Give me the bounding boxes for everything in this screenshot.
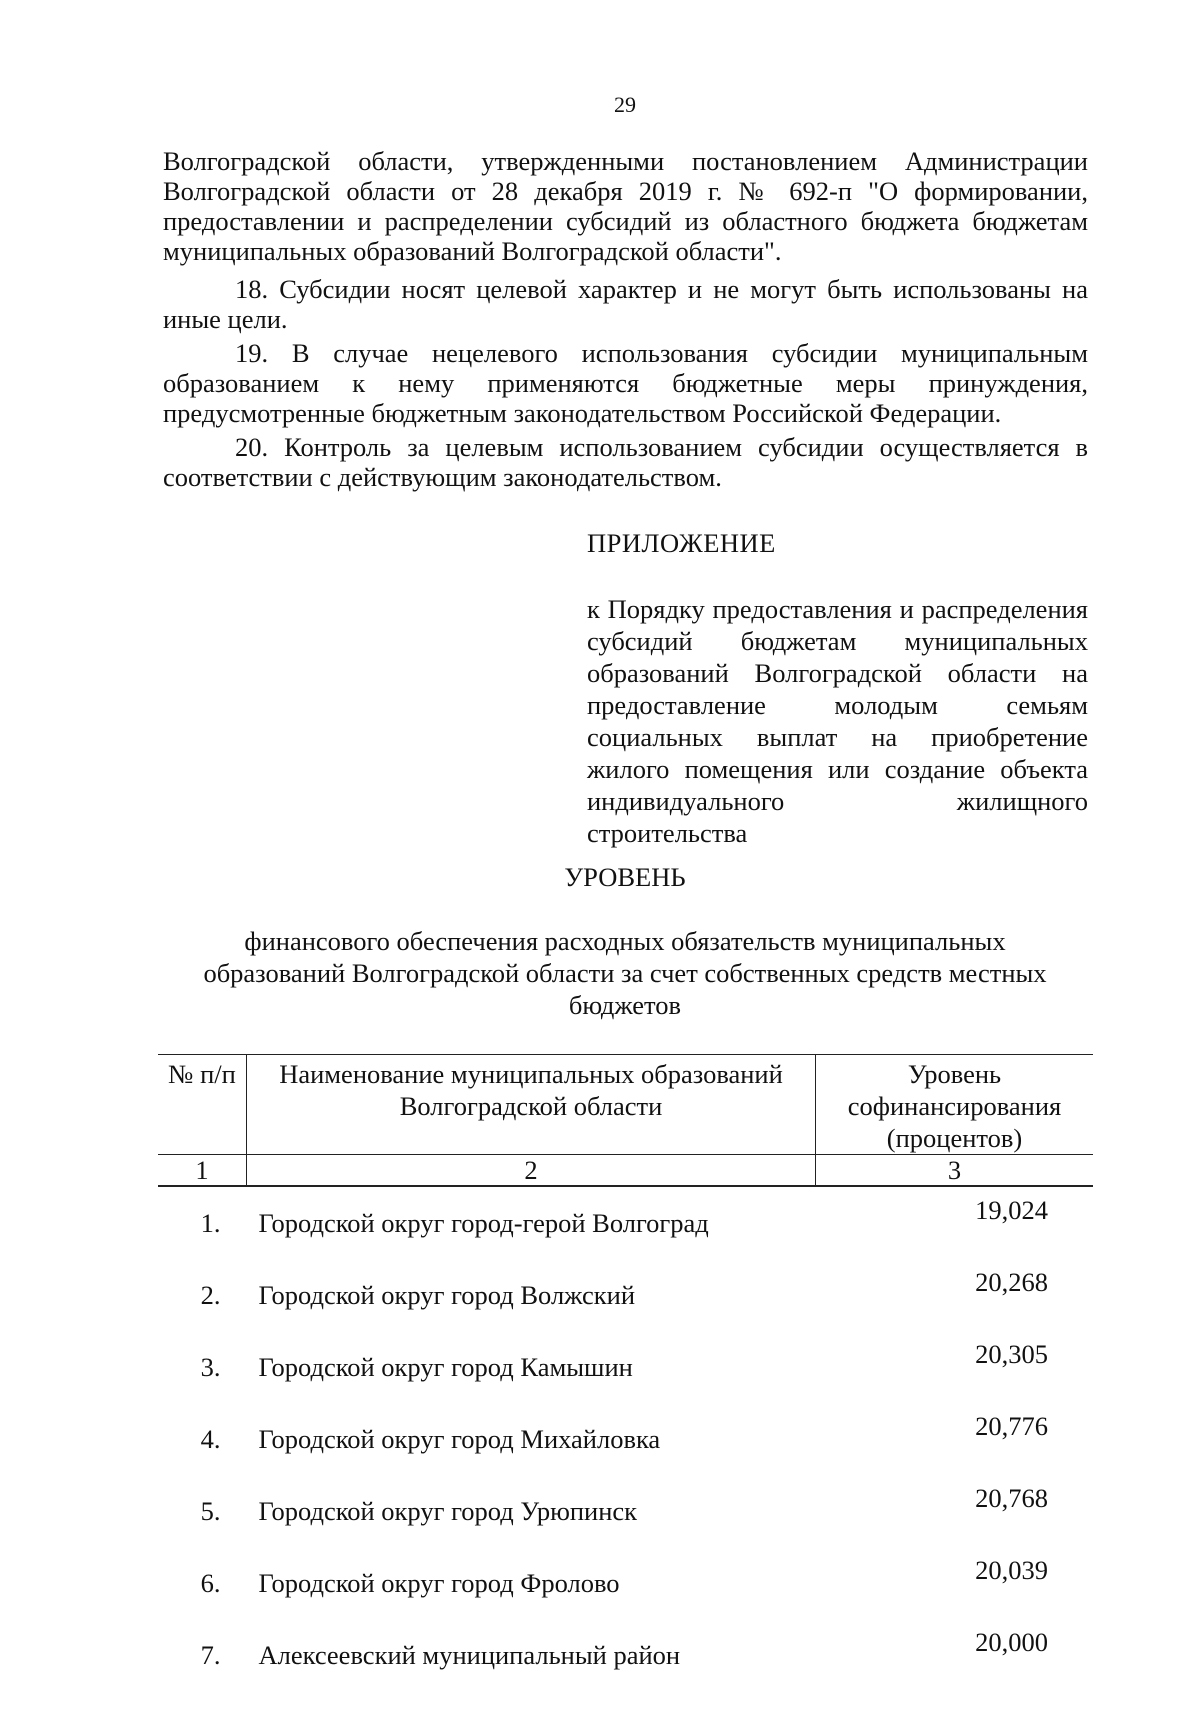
- row-value: 20,039: [975, 1555, 1048, 1585]
- row-municipality: Городской округ город Волжский: [258, 1279, 636, 1310]
- row-municipality: Городской округ город Фролово: [258, 1567, 620, 1598]
- table-row: [158, 1619, 1093, 1691]
- column-number-2: 2: [247, 1155, 816, 1187]
- row-municipality: Городской округ город Урюпинск: [258, 1495, 638, 1526]
- header-number: № п/п: [158, 1055, 247, 1155]
- row-municipality: Городской округ город-герой Волгоград: [258, 1207, 709, 1238]
- row-number: 5.: [200, 1495, 221, 1526]
- paragraph-19: 19. В случае нецелевого использования субсидии муниципальным образованием к нему применяются бюджетные меры принуждения, предусмотренные бюджетным законодательством Российской Федерации.: [163, 338, 1088, 428]
- table-header-row: [158, 1055, 1093, 1155]
- table-row: [158, 1331, 1093, 1403]
- row-municipality: Городской округ город Камышин: [258, 1351, 633, 1382]
- column-number-3: 3: [816, 1155, 1094, 1187]
- cofinancing-table: [158, 1054, 1093, 1691]
- page-number: 29: [614, 92, 636, 117]
- paragraph-continuation: Волгоградской области, утвержденными постановлением Администрации Волгоградской области от 28 декабря 2019 г. № 692-п "О формировании, предоставлении и распределении субсидий из областного бюджета бюджетам муниципальных образований Волгоградской области".: [163, 146, 1088, 266]
- row-municipality: Городской округ город Михайловка: [258, 1423, 661, 1454]
- row-value: 19,024: [975, 1195, 1048, 1225]
- row-value: 20,776: [975, 1411, 1048, 1441]
- level-subtitle: финансового обеспечения расходных обязательств муниципальных образований Волгоградской области за счет собственных средств местных бюджетов: [203, 926, 1047, 1020]
- appendix-reference: к Порядку предоставления и распределения субсидий бюджетам муниципальных образований Волгоградской области на предоставление молодым семьям социальных выплат на приобретение жилого помещения или создание объекта индивидуального жилищного строительства: [587, 594, 1088, 848]
- column-number-row: [158, 1155, 1093, 1187]
- paragraph-20: 20. Контроль за целевым использованием субсидии осуществляется в соответствии с действующим законодательством.: [163, 432, 1088, 492]
- level-title: УРОВЕНЬ: [564, 862, 686, 892]
- row-number: 7.: [200, 1639, 221, 1670]
- row-number: 6.: [200, 1567, 221, 1598]
- row-number: 2.: [200, 1279, 221, 1310]
- row-number: 4.: [200, 1423, 221, 1454]
- header-cofinancing-level: Уровень софинансирования (процентов): [816, 1055, 1094, 1155]
- table-row: [158, 1547, 1093, 1619]
- header-municipality: Наименование муниципальных образований Волгоградской области: [247, 1055, 816, 1155]
- table-row: [158, 1259, 1093, 1331]
- row-municipality: Алексеевский муниципальный район: [258, 1639, 681, 1670]
- column-number-1: 1: [158, 1155, 247, 1187]
- appendix-title: ПРИЛОЖЕНИЕ: [587, 528, 776, 558]
- table-row: [158, 1186, 1093, 1259]
- table-row: [158, 1475, 1093, 1547]
- row-value: 20,000: [975, 1627, 1048, 1657]
- row-number: 1.: [200, 1207, 221, 1238]
- table-row: [158, 1403, 1093, 1475]
- paragraph-18: 18. Субсидии носят целевой характер и не могут быть использованы на иные цели.: [163, 274, 1088, 334]
- row-value: 20,305: [975, 1339, 1048, 1369]
- row-value: 20,768: [975, 1483, 1048, 1513]
- row-value: 20,268: [975, 1267, 1048, 1297]
- row-number: 3.: [200, 1351, 221, 1382]
